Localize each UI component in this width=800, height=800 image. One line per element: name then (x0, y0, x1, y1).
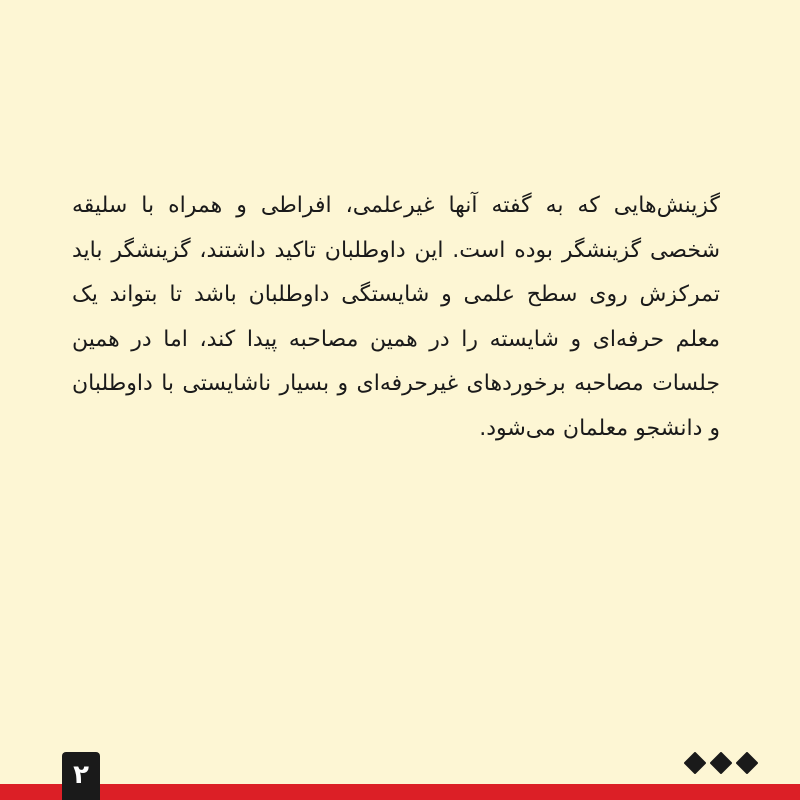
diamond-icon (736, 752, 758, 774)
footer-bar (0, 784, 800, 800)
footer-ornament (684, 752, 758, 774)
diamond-icon (684, 752, 706, 774)
page-number-badge: ۲ (62, 752, 100, 800)
diamond-icon (710, 752, 732, 774)
body-paragraph: گزینش‌هایی که به گفته آنها غیرعلمی، افراطی و همراه با سلیقه شخصی گزینشگر بوده است. این داوطلبان تاکید داشتند، گزینشگر باید تمرکزش روی سطح علمی و شایستگی داوطلبان باشد تا بتواند یک معلم حرفه‌ای و شایسته را در همین مصاحبه پیدا کند، اما در همین جلسات مصاحبه برخوردهای غیرحرفه‌ای و بسیار ناشایستی با داوطلبان و دانشجو معلمان می‌شود. (72, 193, 720, 441)
